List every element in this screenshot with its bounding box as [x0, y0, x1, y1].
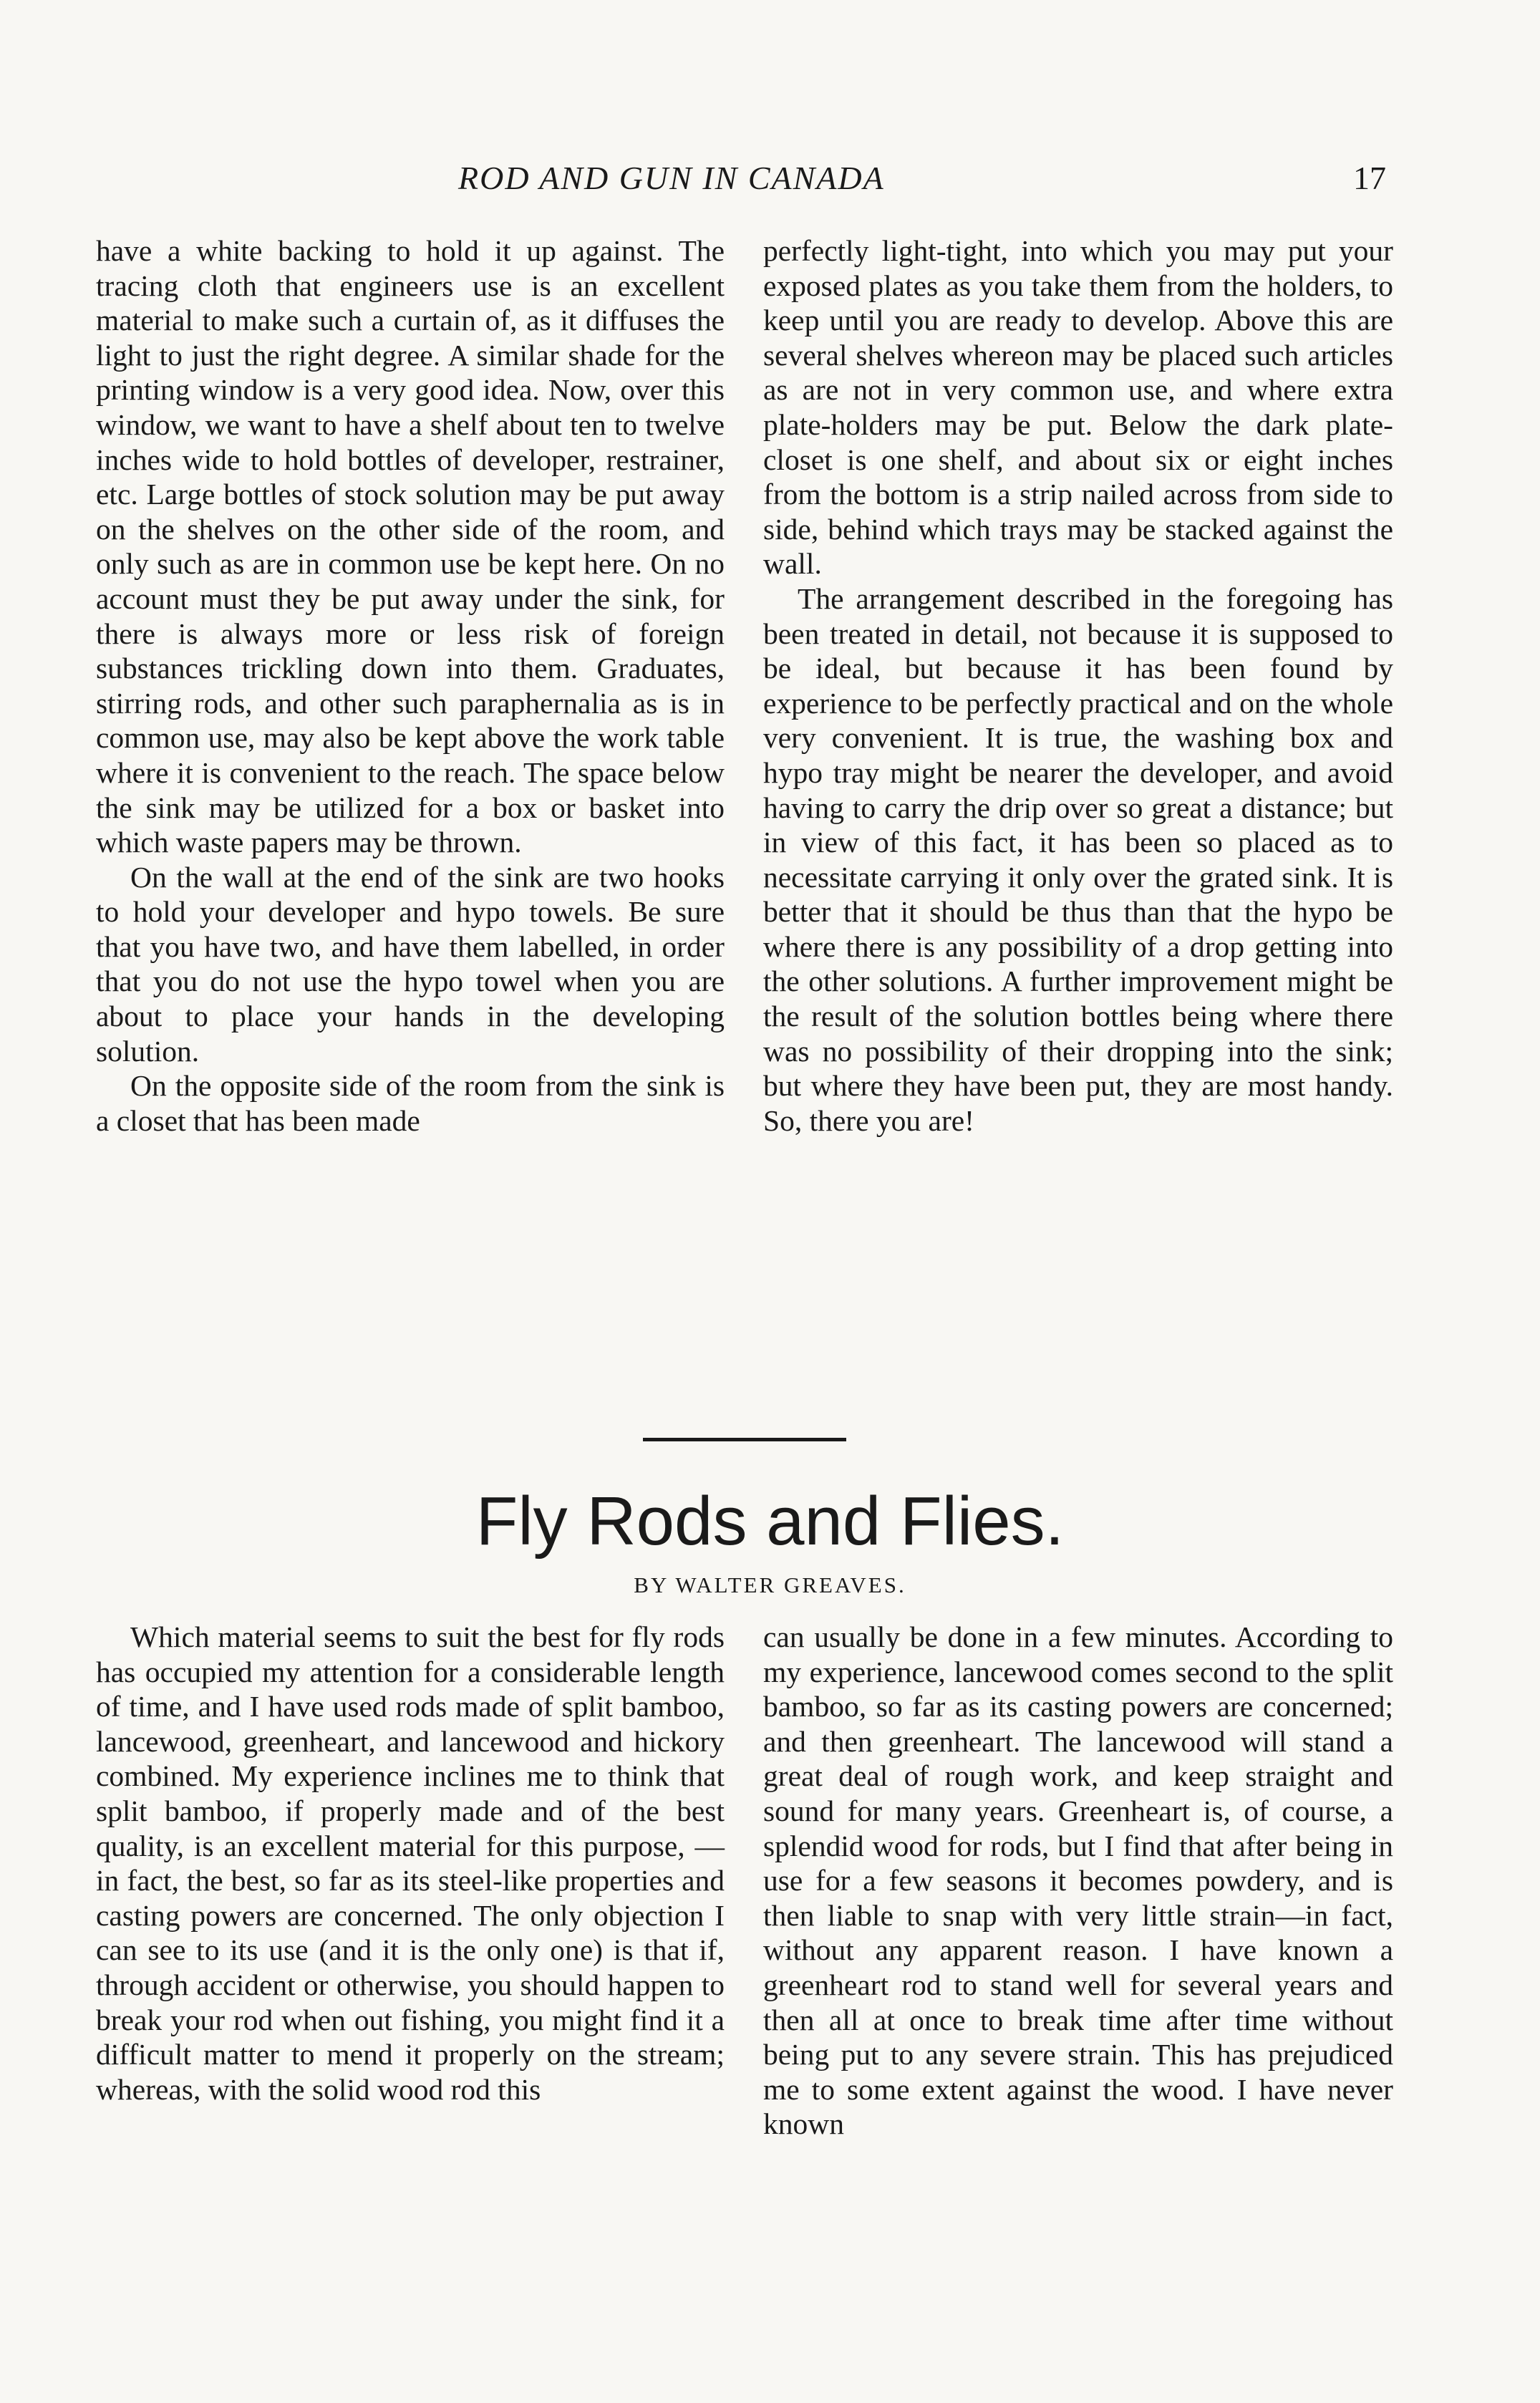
article-title: Fly Rods and Flies. [475, 1483, 1065, 1560]
article-byline: BY WALTER GREAVES. [634, 1572, 906, 1597]
continued-article-left-column [96, 233, 725, 1138]
article-right-column [763, 1620, 1393, 2142]
paragraph: Which material seems to suit the best for fly rods has occupied my attention for a considerable length of time, and I have used rods made of split bamboo, lancewood, greenheart, and lancewood and hickory combined. My experience inclines me to think that split bamboo, if properly made and of the best quality, is an excellent material for this purpose, —in fact, the best, so far as its steel-like properties and casting powers are concerned. The only objection I can see to its use (and it is the only one) is that if, through accident or otherwise, you should happen to break your rod when out fishing, you might find it a difficult matter to mend it properly on the stream; whereas, with the solid wood rod this [96, 1620, 725, 2106]
paragraph: The arrangement described in the foregoing has been treated in detail, not because it is supposed to be ideal, but because it has been found by experience to be perfectly practical and on the whole very convenient. It is true, the washing box and hypo tray might be nearer the developer, and avoid having to carry the drip over so great a distance; but in view of this fact, it has been so placed as to necessitate carrying it only over the grated sink. It is better that it should be thus than that the hypo be where there is any possibility of a drop getting into the other solutions. A further improvement might be the result of the solution bottles being where there was no possibility of their dropping into the sink; but where they have been put, they are most handy. So, there you are! [763, 581, 1393, 1137]
paragraph: have a white backing to hold it up against. The tracing cloth that engineers use is an excellent material to make such a curtain of, as it diffuses the light to just the right degree. A similar shade for the printing window is a very good idea. Now, over this window, we want to have a shelf about ten to twelve inches wide to hold bottles of developer, restrainer, etc. Large bottles of stock solution may be put away on the shelves on the other side of the room, and only such as are in common use be kept here. On no account must they be put away under the sink, for there is always more or less risk of foreign substances trickling down into them. Graduates, stirring rods, and other such paraphernalia as is in common use, may also be kept above the work table where it is convenient to the reach. The space below the sink may be utilized for a box or basket into which waste papers may be thrown. [96, 234, 725, 859]
paragraph: On the opposite side of the room from the sink is a closet that has been made [96, 1069, 725, 1137]
article-left-column [96, 1620, 725, 2107]
running-title: ROD AND GUN IN CANADA [458, 160, 885, 196]
section-divider [643, 1438, 846, 1441]
paragraph: can usually be done in a few minutes. According to my experience, lancewood comes second to the split bamboo, so far as its casting powers are concerned; and then greenheart. The lancewood will stand a great deal of rough work, and keep straight and sound for many years. Greenheart is, of course, a splendid wood for rods, but I find that after being in use for a few seasons it becomes powdery, and is then liable to snap with very little strain—in fact, without any apparent reason. I have known a greenheart rod to stand well for several years and then all at once to break time after time without being put to any severe strain. This has prejudiced me to some extent against the wood. I have never known [763, 1620, 1393, 2141]
page-number: 17 [1353, 160, 1386, 196]
continued-article-right-column [763, 233, 1393, 1138]
paragraph: On the wall at the end of the sink are two hooks to hold your developer and hypo towels. Be sure that you have two, and have them labelled, in order that you do not use the hypo towel when you are about to place your hands in the developing solution. [96, 860, 725, 1068]
running-head [0, 159, 1540, 209]
paragraph: perfectly light-tight, into which you may put your exposed plates as you take them from the holders, to keep until you are ready to develop. Above this are several shelves whereon may be placed such articles as are not in very common use, and where extra plate-holders may be put. Below the dark plate-closet is one shelf, and about six or eight inches from the bottom is a strip nailed across from side to side, behind which trays may be stacked against the wall. [763, 234, 1393, 581]
